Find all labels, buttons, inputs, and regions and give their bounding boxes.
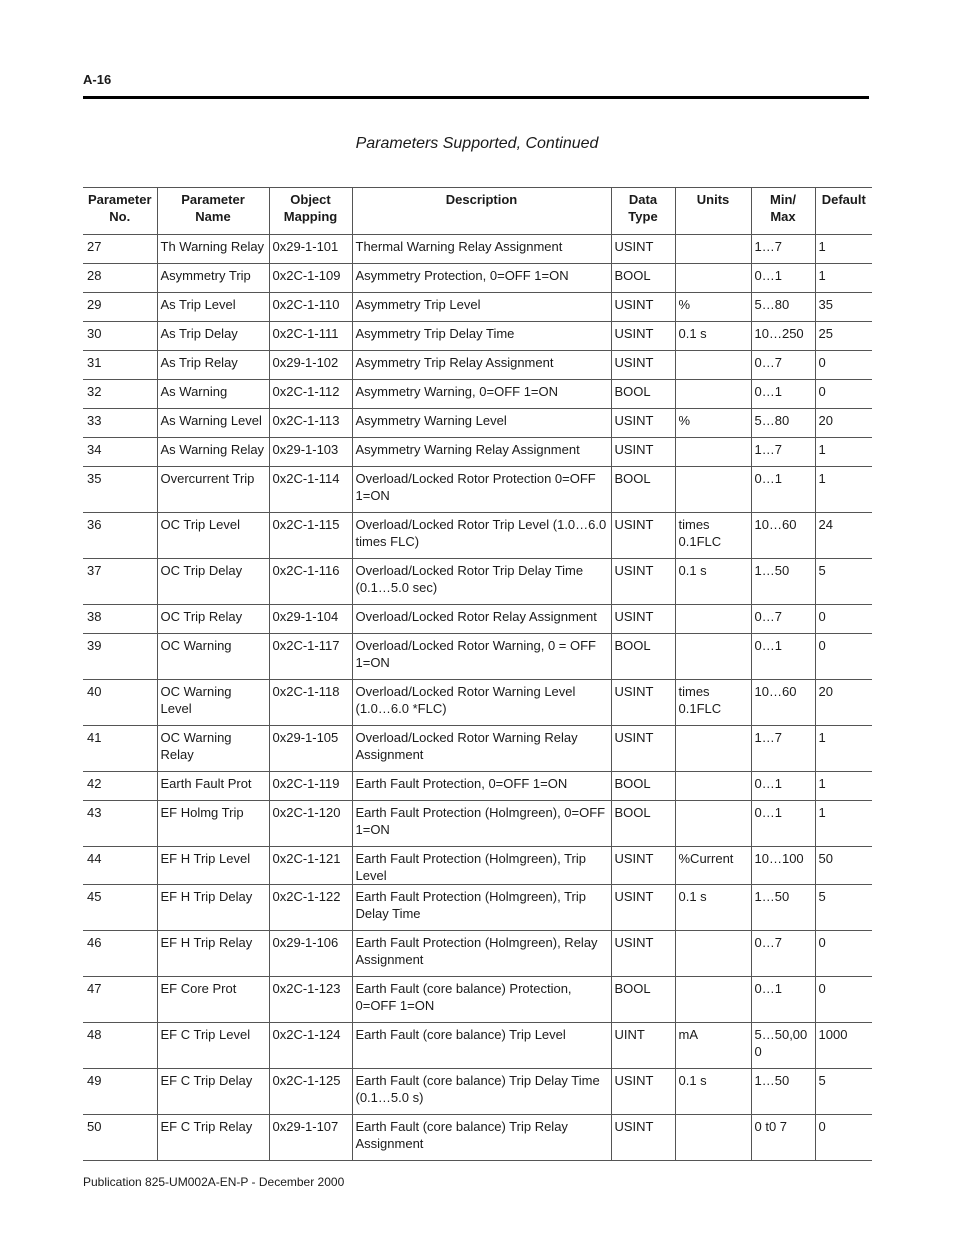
cell-parameter-no: 44 — [83, 847, 157, 885]
page-number: A-16 — [83, 72, 112, 87]
cell-units: times 0.1FLC — [675, 680, 751, 726]
cell-default: 5 — [815, 559, 872, 605]
header-parameter-name: Parameter Name — [157, 188, 269, 235]
table-row — [83, 467, 872, 513]
table-row — [83, 977, 872, 1023]
cell-min-max: 1…50 — [751, 1069, 815, 1115]
cell-data-type: USINT — [611, 293, 675, 322]
cell-units: mA — [675, 1023, 751, 1069]
cell-min-max: 5…80 — [751, 409, 815, 438]
cell-units — [675, 351, 751, 380]
cell-parameter-no: 38 — [83, 605, 157, 634]
cell-default: 20 — [815, 409, 872, 438]
table-row — [83, 351, 872, 380]
cell-data-type: BOOL — [611, 467, 675, 513]
cell-description: Overload/Locked Rotor Warning Relay Assignment — [352, 726, 611, 772]
cell-parameter-no: 46 — [83, 931, 157, 977]
cell-units — [675, 726, 751, 772]
header-data-type: Data Type — [611, 188, 675, 235]
table-body — [83, 235, 872, 1161]
cell-units — [675, 380, 751, 409]
cell-default: 35 — [815, 293, 872, 322]
header-parameter-no: Parameter No. — [83, 188, 157, 235]
cell-default: 50 — [815, 847, 872, 885]
cell-parameter-name: As Trip Delay — [157, 322, 269, 351]
cell-parameter-no: 36 — [83, 513, 157, 559]
cell-data-type: USINT — [611, 559, 675, 605]
cell-parameter-name: As Warning Relay — [157, 438, 269, 467]
cell-units: 0.1 s — [675, 1069, 751, 1115]
cell-description: Earth Fault Protection (Holmgreen), Relay Assignment — [352, 931, 611, 977]
cell-data-type: USINT — [611, 513, 675, 559]
cell-default: 1 — [815, 772, 872, 801]
cell-data-type: UINT — [611, 1023, 675, 1069]
cell-object-mapping: 0x2C-1-124 — [269, 1023, 352, 1069]
table-title: Parameters Supported, Continued — [355, 135, 599, 152]
cell-data-type: BOOL — [611, 634, 675, 680]
cell-units — [675, 605, 751, 634]
cell-units — [675, 634, 751, 680]
cell-object-mapping: 0x29-1-104 — [269, 605, 352, 634]
cell-parameter-name: As Trip Relay — [157, 351, 269, 380]
cell-min-max: 10…60 — [751, 680, 815, 726]
cell-units — [675, 438, 751, 467]
cell-min-max: 5…50,00 0 — [751, 1023, 815, 1069]
table-row — [83, 1023, 872, 1069]
cell-default: 20 — [815, 680, 872, 726]
cell-description: Earth Fault (core balance) Trip Level — [352, 1023, 611, 1069]
cell-object-mapping: 0x2C-1-117 — [269, 634, 352, 680]
parameters-table — [83, 187, 872, 1161]
cell-default: 0 — [815, 634, 872, 680]
table-row — [83, 380, 872, 409]
cell-parameter-name: EF Core Prot — [157, 977, 269, 1023]
header-default: Default — [815, 188, 872, 235]
cell-object-mapping: 0x29-1-101 — [269, 235, 352, 264]
cell-object-mapping: 0x2C-1-112 — [269, 380, 352, 409]
table-row — [83, 605, 872, 634]
cell-min-max: 1…7 — [751, 235, 815, 264]
table-row — [83, 931, 872, 977]
cell-parameter-name: EF C Trip Relay — [157, 1115, 269, 1161]
cell-description: Earth Fault (core balance) Trip Delay Time (0.1…5.0 s) — [352, 1069, 611, 1115]
cell-default: 1 — [815, 726, 872, 772]
cell-parameter-no: 32 — [83, 380, 157, 409]
cell-description: Earth Fault Protection (Holmgreen), Trip Level — [352, 847, 611, 885]
cell-units — [675, 977, 751, 1023]
cell-description: Overload/Locked Rotor Trip Delay Time (0.1…5.0 sec) — [352, 559, 611, 605]
cell-object-mapping: 0x29-1-105 — [269, 726, 352, 772]
table-header-row — [83, 188, 872, 235]
cell-parameter-no: 41 — [83, 726, 157, 772]
cell-default: 0 — [815, 977, 872, 1023]
cell-data-type: USINT — [611, 1115, 675, 1161]
cell-data-type: USINT — [611, 931, 675, 977]
table-row — [83, 847, 872, 885]
cell-object-mapping: 0x2C-1-111 — [269, 322, 352, 351]
cell-min-max: 1…50 — [751, 559, 815, 605]
cell-parameter-name: EF C Trip Delay — [157, 1069, 269, 1115]
cell-parameter-no: 47 — [83, 977, 157, 1023]
cell-units — [675, 801, 751, 847]
cell-default: 1 — [815, 467, 872, 513]
cell-parameter-name: EF H Trip Relay — [157, 931, 269, 977]
cell-parameter-name: As Warning Level — [157, 409, 269, 438]
cell-object-mapping: 0x29-1-107 — [269, 1115, 352, 1161]
cell-min-max: 0…1 — [751, 634, 815, 680]
cell-description: Asymmetry Warning, 0=OFF 1=ON — [352, 380, 611, 409]
cell-min-max: 1…7 — [751, 726, 815, 772]
cell-description: Overload/Locked Rotor Protection 0=OFF 1=ON — [352, 467, 611, 513]
cell-data-type: BOOL — [611, 772, 675, 801]
cell-default: 24 — [815, 513, 872, 559]
cell-units: %Current — [675, 847, 751, 885]
cell-parameter-name: As Trip Level — [157, 293, 269, 322]
cell-data-type: USINT — [611, 847, 675, 885]
cell-parameter-name: As Warning — [157, 380, 269, 409]
cell-description: Earth Fault (core balance) Trip Relay Assignment — [352, 1115, 611, 1161]
cell-description: Asymmetry Trip Level — [352, 293, 611, 322]
cell-min-max: 0…1 — [751, 977, 815, 1023]
table-row — [83, 438, 872, 467]
header-min-max: Min/ Max — [751, 188, 815, 235]
cell-units — [675, 931, 751, 977]
cell-default: 1000 — [815, 1023, 872, 1069]
table-row — [83, 726, 872, 772]
cell-object-mapping: 0x29-1-106 — [269, 931, 352, 977]
cell-units — [675, 467, 751, 513]
table-row — [83, 1115, 872, 1161]
cell-object-mapping: 0x2C-1-115 — [269, 513, 352, 559]
table-row — [83, 772, 872, 801]
cell-parameter-name: OC Trip Relay — [157, 605, 269, 634]
cell-data-type: BOOL — [611, 977, 675, 1023]
cell-object-mapping: 0x2C-1-114 — [269, 467, 352, 513]
cell-description: Asymmetry Warning Relay Assignment — [352, 438, 611, 467]
table-row — [83, 801, 872, 847]
cell-description: Overload/Locked Rotor Trip Level (1.0…6.0 times FLC) — [352, 513, 611, 559]
cell-default: 0 — [815, 380, 872, 409]
cell-data-type: USINT — [611, 726, 675, 772]
cell-default: 1 — [815, 264, 872, 293]
cell-units: % — [675, 293, 751, 322]
cell-default: 5 — [815, 885, 872, 931]
cell-data-type: USINT — [611, 680, 675, 726]
cell-object-mapping: 0x2C-1-113 — [269, 409, 352, 438]
cell-parameter-no: 34 — [83, 438, 157, 467]
cell-default: 1 — [815, 801, 872, 847]
cell-units: 0.1 s — [675, 885, 751, 931]
cell-units: times 0.1FLC — [675, 513, 751, 559]
cell-parameter-name: Asymmetry Trip — [157, 264, 269, 293]
cell-object-mapping: 0x2C-1-110 — [269, 293, 352, 322]
cell-parameter-name: EF H Trip Level — [157, 847, 269, 885]
cell-parameter-name: EF H Trip Delay — [157, 885, 269, 931]
cell-description: Asymmetry Trip Relay Assignment — [352, 351, 611, 380]
cell-default: 0 — [815, 605, 872, 634]
cell-description: Earth Fault Protection, 0=OFF 1=ON — [352, 772, 611, 801]
header-units: Units — [675, 188, 751, 235]
cell-parameter-name: OC Trip Level — [157, 513, 269, 559]
cell-object-mapping: 0x2C-1-119 — [269, 772, 352, 801]
cell-description: Asymmetry Warning Level — [352, 409, 611, 438]
cell-min-max: 0…7 — [751, 931, 815, 977]
table-row — [83, 634, 872, 680]
table-row — [83, 513, 872, 559]
cell-data-type: BOOL — [611, 264, 675, 293]
cell-min-max: 0…1 — [751, 801, 815, 847]
cell-parameter-no: 33 — [83, 409, 157, 438]
cell-min-max: 0…1 — [751, 264, 815, 293]
cell-object-mapping: 0x2C-1-122 — [269, 885, 352, 931]
cell-object-mapping: 0x2C-1-123 — [269, 977, 352, 1023]
cell-min-max: 1…7 — [751, 438, 815, 467]
cell-parameter-no: 37 — [83, 559, 157, 605]
table-row — [83, 559, 872, 605]
header-description: Description — [352, 188, 611, 235]
cell-min-max: 10…100 — [751, 847, 815, 885]
cell-parameter-name: EF Holmg Trip — [157, 801, 269, 847]
cell-parameter-name: Th Warning Relay — [157, 235, 269, 264]
cell-default: 0 — [815, 931, 872, 977]
cell-default: 0 — [815, 1115, 872, 1161]
header-object-mapping: Object Mapping — [269, 188, 352, 235]
cell-parameter-no: 42 — [83, 772, 157, 801]
cell-data-type: USINT — [611, 235, 675, 264]
table-row — [83, 409, 872, 438]
cell-data-type: BOOL — [611, 801, 675, 847]
table-row — [83, 322, 872, 351]
cell-description: Asymmetry Trip Delay Time — [352, 322, 611, 351]
cell-parameter-no: 49 — [83, 1069, 157, 1115]
cell-parameter-no: 45 — [83, 885, 157, 931]
cell-min-max: 0…7 — [751, 351, 815, 380]
cell-object-mapping: 0x2C-1-118 — [269, 680, 352, 726]
cell-units — [675, 264, 751, 293]
cell-description: Thermal Warning Relay Assignment — [352, 235, 611, 264]
cell-parameter-name: Overcurrent Trip — [157, 467, 269, 513]
cell-default: 1 — [815, 438, 872, 467]
cell-parameter-name: Earth Fault Prot — [157, 772, 269, 801]
cell-data-type: USINT — [611, 409, 675, 438]
cell-data-type: BOOL — [611, 380, 675, 409]
cell-min-max: 0…1 — [751, 380, 815, 409]
cell-data-type: USINT — [611, 438, 675, 467]
cell-min-max: 0…7 — [751, 605, 815, 634]
table-row — [83, 235, 872, 264]
cell-min-max: 10…60 — [751, 513, 815, 559]
cell-parameter-name: EF C Trip Level — [157, 1023, 269, 1069]
cell-units — [675, 235, 751, 264]
cell-data-type: USINT — [611, 322, 675, 351]
cell-units: % — [675, 409, 751, 438]
table-row — [83, 1069, 872, 1115]
header-rule — [83, 96, 869, 99]
cell-parameter-no: 27 — [83, 235, 157, 264]
cell-min-max: 1…50 — [751, 885, 815, 931]
cell-data-type: USINT — [611, 605, 675, 634]
cell-description: Earth Fault (core balance) Protection, 0=OFF 1=ON — [352, 977, 611, 1023]
cell-parameter-no: 28 — [83, 264, 157, 293]
cell-parameter-no: 30 — [83, 322, 157, 351]
cell-default: 0 — [815, 351, 872, 380]
cell-description: Earth Fault Protection (Holmgreen), 0=OFF 1=ON — [352, 801, 611, 847]
cell-parameter-no: 43 — [83, 801, 157, 847]
publication-footer: Publication 825-UM002A-EN-P - December 2000 — [83, 1175, 345, 1189]
cell-parameter-name: OC Warning Relay — [157, 726, 269, 772]
cell-parameter-no: 31 — [83, 351, 157, 380]
cell-object-mapping: 0x2C-1-121 — [269, 847, 352, 885]
cell-object-mapping: 0x29-1-103 — [269, 438, 352, 467]
cell-description: Earth Fault Protection (Holmgreen), Trip Delay Time — [352, 885, 611, 931]
cell-object-mapping: 0x2C-1-120 — [269, 801, 352, 847]
cell-parameter-no: 40 — [83, 680, 157, 726]
table-row — [83, 885, 872, 931]
cell-data-type: USINT — [611, 885, 675, 931]
table-row — [83, 680, 872, 726]
cell-description: Overload/Locked Rotor Warning Level (1.0…6.0 *FLC) — [352, 680, 611, 726]
table-row — [83, 264, 872, 293]
cell-parameter-no: 29 — [83, 293, 157, 322]
cell-object-mapping: 0x29-1-102 — [269, 351, 352, 380]
cell-min-max: 0 t0 7 — [751, 1115, 815, 1161]
cell-min-max: 10…250 — [751, 322, 815, 351]
cell-min-max: 5…80 — [751, 293, 815, 322]
cell-object-mapping: 0x2C-1-109 — [269, 264, 352, 293]
cell-default: 5 — [815, 1069, 872, 1115]
cell-object-mapping: 0x2C-1-116 — [269, 559, 352, 605]
cell-data-type: USINT — [611, 351, 675, 380]
cell-description: Overload/Locked Rotor Warning, 0 = OFF 1=ON — [352, 634, 611, 680]
cell-units — [675, 1115, 751, 1161]
cell-parameter-name: OC Trip Delay — [157, 559, 269, 605]
cell-parameter-no: 48 — [83, 1023, 157, 1069]
cell-units: 0.1 s — [675, 559, 751, 605]
cell-units: 0.1 s — [675, 322, 751, 351]
cell-parameter-no: 35 — [83, 467, 157, 513]
cell-description: Asymmetry Protection, 0=OFF 1=ON — [352, 264, 611, 293]
cell-parameter-no: 50 — [83, 1115, 157, 1161]
cell-parameter-no: 39 — [83, 634, 157, 680]
cell-parameter-name: OC Warning Level — [157, 680, 269, 726]
cell-data-type: USINT — [611, 1069, 675, 1115]
cell-default: 1 — [815, 235, 872, 264]
table-row — [83, 293, 872, 322]
cell-min-max: 0…1 — [751, 467, 815, 513]
cell-min-max: 0…1 — [751, 772, 815, 801]
cell-units — [675, 772, 751, 801]
cell-default: 25 — [815, 322, 872, 351]
cell-description: Overload/Locked Rotor Relay Assignment — [352, 605, 611, 634]
cell-object-mapping: 0x2C-1-125 — [269, 1069, 352, 1115]
cell-parameter-name: OC Warning — [157, 634, 269, 680]
